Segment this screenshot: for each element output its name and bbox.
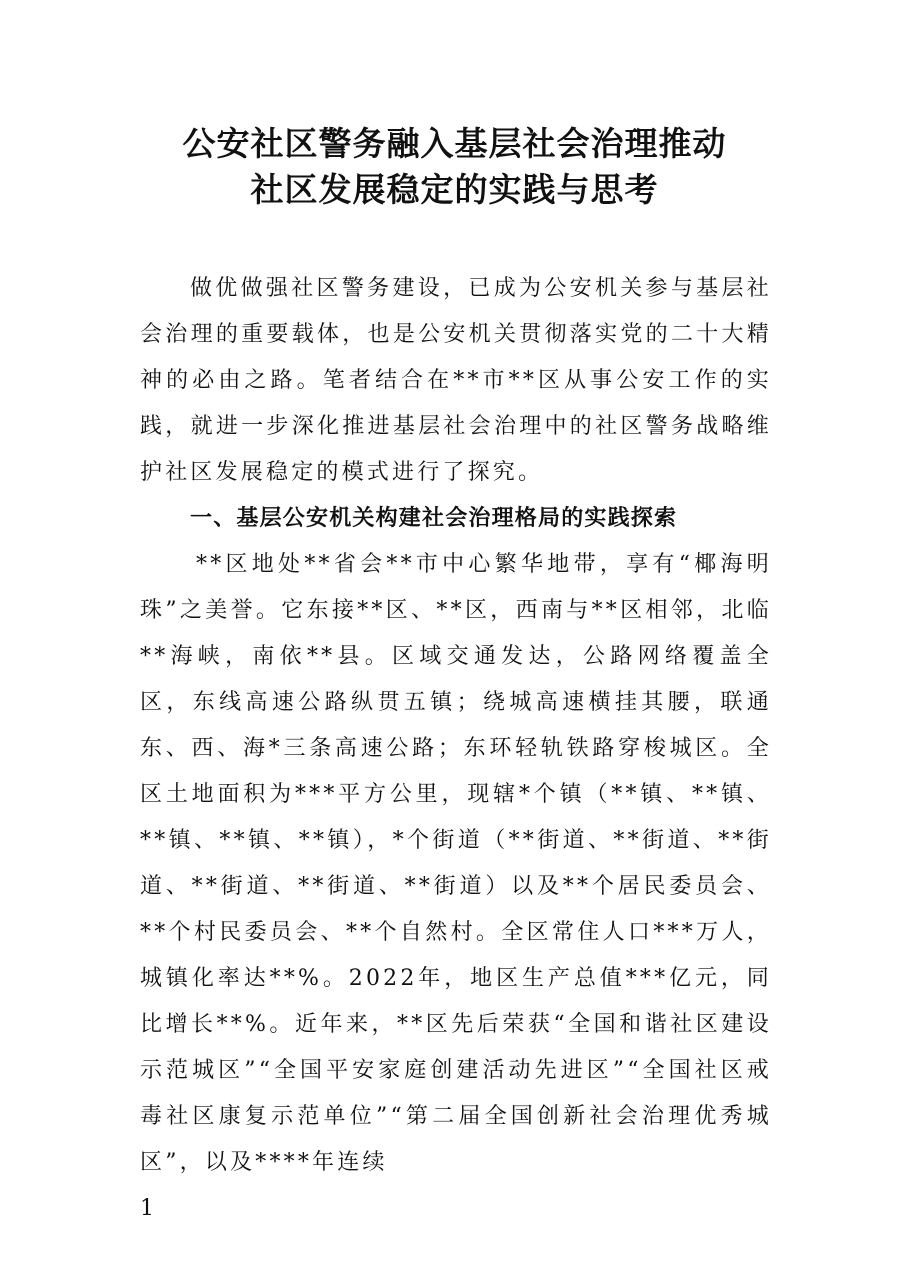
- document-title-line-1: 公安社区警务融入基层社会治理推动: [182, 124, 727, 163]
- section-heading: 一、基层公安机关构建社会治理格局的实践探索: [190, 506, 678, 531]
- body-paragraph: **区地处**省会**市中心繁华地带，享有“椰海明珠”之美誉。它东接**区、**区，西南与**区相邻，北临**海峡，南依**县。区域交通发达，公路网络覆盖全区，东线高速公路纵贯五镇；绕城高速横挂其腰，联通东、西、海*三条高速公路；东环轻轨铁路穿梭城区。全区土地面积为***平方公里，现辖*个镇（**镇、**镇、**镇、**镇、**镇），*个街道（**街道、**街道、**街道、**街道、**街道、**街道）以及**个居民委员会、**个村民委员会、**个自然村。全区常住人口***万人，城镇化率达**%。2022年，地区生产总值***亿元，同比增长**%。近年来，**区先后荣获“全国和谐社区建设示范城区”“全国平安家庭创建活动先进区”“全国社区戒毒社区康复示范单位”“第二届全国创新社会治理优秀城区”，以及****年连续: [140, 552, 772, 1175]
- intro-paragraph: 做优做强社区警务建设，已成为公安机关参与基层社会治理的重要载体，也是公安机关贯彻落实党的二十大精神的必由之路。笔者结合在**市**区从事公安工作的实践，就进一步深化推进基层社会治理中的社区警务战略维护社区发展稳定的模式进行了探究。: [140, 276, 772, 485]
- document-title-line-2: 社区发展稳定的实践与思考: [250, 170, 659, 209]
- document-body: [140, 266, 772, 1186]
- page-number: 1: [140, 1196, 154, 1221]
